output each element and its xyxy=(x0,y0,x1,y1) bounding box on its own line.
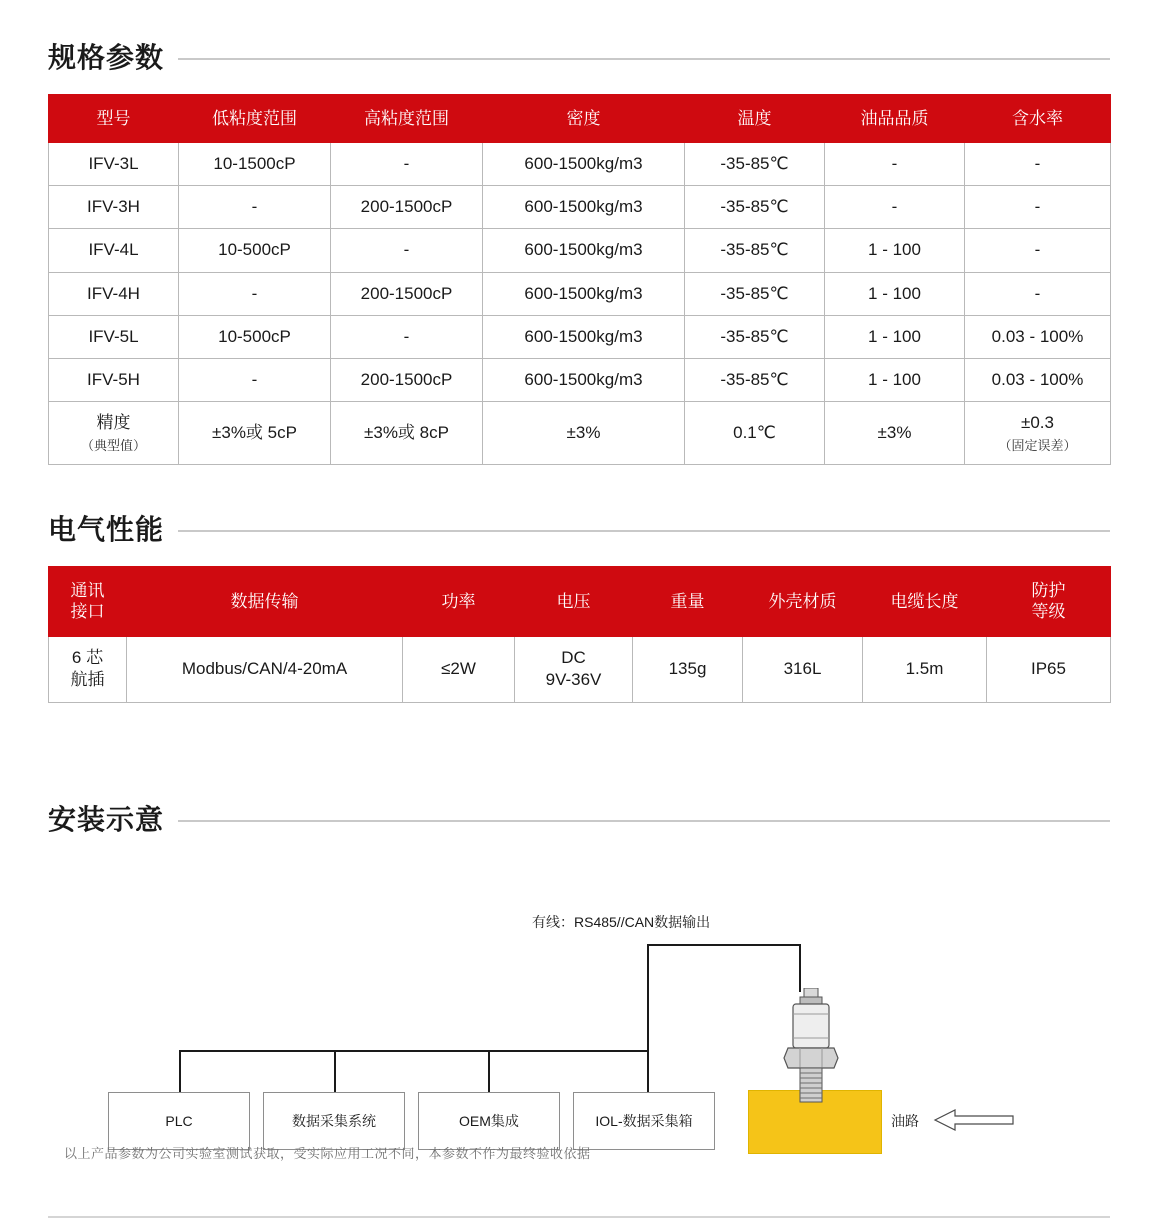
accuracy-water-cell xyxy=(965,401,1111,464)
diagram-box-label: PLC xyxy=(165,1113,193,1129)
cell-line1: DC xyxy=(561,647,586,667)
accuracy-cell: ±3% xyxy=(483,401,685,464)
electrical-header-cell xyxy=(49,567,127,637)
spec-section-heading xyxy=(48,36,1110,76)
electrical-section-title: 电气性能 xyxy=(48,514,165,545)
install-section xyxy=(48,798,1110,1160)
electrical-header-cell: 外壳材质 xyxy=(743,567,863,637)
electrical-cell: Modbus/CAN/4-20mA xyxy=(127,636,403,703)
installation-diagram xyxy=(48,880,1110,1160)
electrical-cell xyxy=(515,636,633,703)
accuracy-row xyxy=(49,401,1111,464)
spec-cell: - xyxy=(179,358,331,401)
cell-line2: 9V-36V xyxy=(545,670,602,690)
diagram-box-label: 数据采集系统 xyxy=(292,1113,376,1129)
spec-table-wrapper xyxy=(48,94,1110,465)
spec-cell: 600-1500kg/m3 xyxy=(483,272,685,315)
spec-header-cell: 型号 xyxy=(49,95,179,143)
cell-line2: 航插 xyxy=(70,670,105,690)
spec-cell: 10-500cP xyxy=(179,229,331,272)
install-section-title: 安装示意 xyxy=(48,804,165,835)
spec-header-cell: 含水率 xyxy=(965,95,1111,143)
electrical-section xyxy=(48,508,1110,703)
spec-header-cell: 高粘度范围 xyxy=(331,95,483,143)
spec-cell: 200-1500cP xyxy=(331,272,483,315)
box-drop-line-3 xyxy=(488,1050,490,1092)
spec-header-cell: 低粘度范围 xyxy=(179,95,331,143)
diagram-box-plc xyxy=(108,1092,250,1150)
spec-cell: - xyxy=(965,272,1111,315)
electrical-table-wrapper xyxy=(48,566,1110,703)
electrical-header-cell: 数据传输 xyxy=(127,567,403,637)
heading-divider xyxy=(178,58,1110,60)
accuracy-label-sub: （典型值） xyxy=(80,437,146,453)
accuracy-water-main: ±0.3 xyxy=(1021,412,1054,432)
spec-header-cell: 油品品质 xyxy=(825,95,965,143)
spec-cell: - xyxy=(179,272,331,315)
spec-cell: - xyxy=(331,143,483,186)
spec-cell: 600-1500kg/m3 xyxy=(483,315,685,358)
spec-cell: IFV-5L xyxy=(49,315,179,358)
spec-header-cell: 密度 xyxy=(483,95,685,143)
spec-cell: 200-1500cP xyxy=(331,186,483,229)
accuracy-cell: 0.1℃ xyxy=(685,401,825,464)
spec-cell: IFV-4L xyxy=(49,229,179,272)
diagram-box-label: OEM集成 xyxy=(459,1113,519,1129)
electrical-cell: IP65 xyxy=(987,636,1111,703)
electrical-header-cell: 功率 xyxy=(403,567,515,637)
spec-section xyxy=(48,36,1110,465)
table-row xyxy=(49,186,1111,229)
electrical-header-cell xyxy=(987,567,1111,637)
spec-cell: - xyxy=(179,186,331,229)
spec-cell: - xyxy=(825,186,965,229)
table-row xyxy=(49,636,1111,703)
electrical-header-cell: 重量 xyxy=(633,567,743,637)
spec-cell: - xyxy=(965,143,1111,186)
spec-cell: IFV-3H xyxy=(49,186,179,229)
sensor-drop-line xyxy=(799,944,801,992)
electrical-table xyxy=(48,566,1111,703)
header-line1: 通讯 xyxy=(70,581,105,600)
oil-flow-arrow-icon xyxy=(933,1108,1015,1132)
electrical-table-header-row xyxy=(49,567,1111,637)
electrical-header-cell: 电压 xyxy=(515,567,633,637)
spec-cell: 1 - 100 xyxy=(825,272,965,315)
spec-section-title: 规格参数 xyxy=(48,42,165,73)
spec-cell: 200-1500cP xyxy=(331,358,483,401)
box-drop-line-4 xyxy=(647,1050,649,1092)
cell-line1: 6 芯 xyxy=(71,647,104,667)
oil-flow-label: 油路 xyxy=(891,1113,919,1129)
header-line2: 接口 xyxy=(70,602,105,622)
diagram-box-iol xyxy=(573,1092,715,1150)
spec-table xyxy=(48,94,1111,465)
spec-cell: IFV-3L xyxy=(49,143,179,186)
spec-cell: -35-85℃ xyxy=(685,186,825,229)
spec-cell: - xyxy=(331,229,483,272)
footnote-text: 以上产品参数为公司实验室测试获取，受实际应用工况不同，本参数不作为最终验收依据 xyxy=(64,1146,591,1161)
spec-cell: 1 - 100 xyxy=(825,315,965,358)
accuracy-label-main: 精度 xyxy=(96,412,131,432)
electrical-section-heading xyxy=(48,508,1110,548)
electrical-cell: ≤2W xyxy=(403,636,515,703)
electrical-header-cell: 电缆长度 xyxy=(863,567,987,637)
spec-cell: 600-1500kg/m3 xyxy=(483,143,685,186)
spec-header-cell: 温度 xyxy=(685,95,825,143)
electrical-cell: 135g xyxy=(633,636,743,703)
install-section-heading xyxy=(48,798,1110,838)
diagram-box-oem xyxy=(418,1092,560,1150)
spec-cell: 600-1500kg/m3 xyxy=(483,186,685,229)
spec-cell: 600-1500kg/m3 xyxy=(483,358,685,401)
spec-cell: - xyxy=(965,186,1111,229)
bus-line-top xyxy=(647,944,801,946)
distribution-bus-line xyxy=(179,1050,649,1052)
spec-cell: 10-500cP xyxy=(179,315,331,358)
diagram-box-daq xyxy=(263,1092,405,1150)
spec-cell: - xyxy=(825,143,965,186)
header-line2: 等级 xyxy=(1031,602,1066,622)
spec-cell: -35-85℃ xyxy=(685,143,825,186)
spec-cell: 0.03 - 100% xyxy=(965,315,1111,358)
sensor-illustration xyxy=(760,988,870,1108)
heading-divider xyxy=(178,530,1110,532)
bottom-divider xyxy=(48,1216,1110,1218)
accuracy-cell: ±3% xyxy=(825,401,965,464)
spec-cell: -35-85℃ xyxy=(685,358,825,401)
spec-cell: -35-85℃ xyxy=(685,229,825,272)
header-line1: 防护 xyxy=(1031,581,1066,600)
electrical-cell: 316L xyxy=(743,636,863,703)
electrical-cell: 1.5m xyxy=(863,636,987,703)
spec-cell: 1 - 100 xyxy=(825,358,965,401)
spec-cell: 0.03 - 100% xyxy=(965,358,1111,401)
electrical-cell xyxy=(49,636,127,703)
accuracy-water-sub: （固定误差） xyxy=(998,437,1077,453)
spec-cell: -35-85℃ xyxy=(685,315,825,358)
table-row xyxy=(49,143,1111,186)
spec-table-header-row xyxy=(49,95,1111,143)
diagram-box-label: IOL-数据采集箱 xyxy=(595,1113,693,1129)
table-row xyxy=(49,358,1111,401)
box-drop-line-1 xyxy=(179,1050,181,1092)
heading-divider xyxy=(178,820,1110,822)
spec-cell: 1 - 100 xyxy=(825,229,965,272)
box-drop-line-2 xyxy=(334,1050,336,1092)
spec-cell: -35-85℃ xyxy=(685,272,825,315)
diagram-caption: 有线：RS485//CAN数据输出 xyxy=(532,914,711,930)
accuracy-cell: ±3%或 8cP xyxy=(331,401,483,464)
spec-cell: 10-1500cP xyxy=(179,143,331,186)
accuracy-cell: ±3%或 5cP xyxy=(179,401,331,464)
bus-riser-line xyxy=(647,944,649,1052)
spec-cell: IFV-5H xyxy=(49,358,179,401)
spec-cell: IFV-4H xyxy=(49,272,179,315)
table-row xyxy=(49,315,1111,358)
accuracy-label-cell xyxy=(49,401,179,464)
spec-cell: - xyxy=(965,229,1111,272)
spec-cell: 600-1500kg/m3 xyxy=(483,229,685,272)
table-row xyxy=(49,272,1111,315)
spec-cell: - xyxy=(331,315,483,358)
table-row xyxy=(49,229,1111,272)
